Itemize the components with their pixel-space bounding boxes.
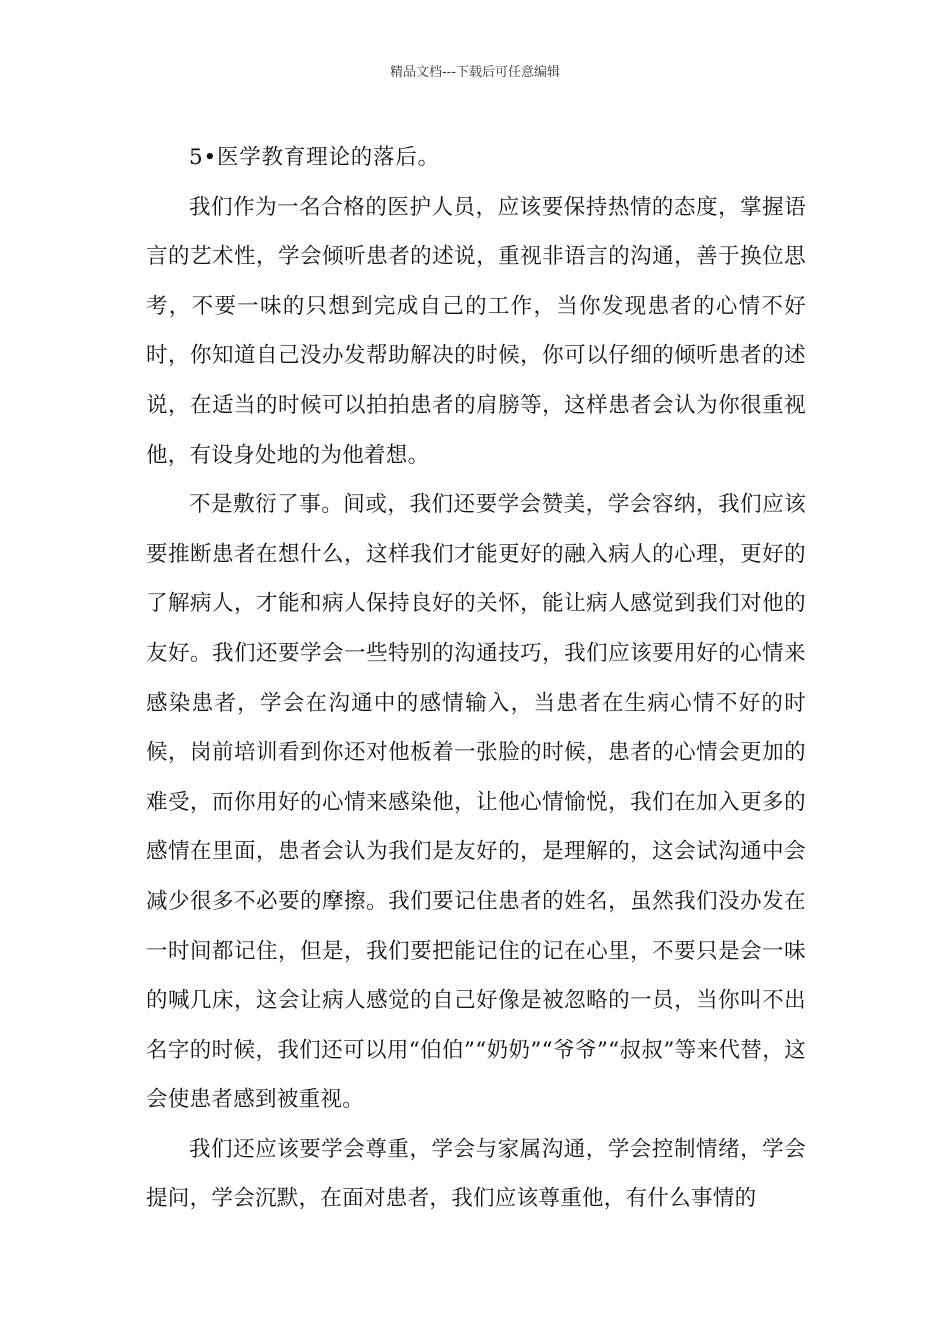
paragraph-2: 不是敷衍了事。间或，我们还要学会赞美，学会容纳，我们应该要推断患者在想什么，这样我们才能更好的融入病人的心理，更好的了解病人，才能和病人保持良好的关怀，能让病人感觉到我们对他的友好。我们还要学会一些特别的沟通技巧，我们应该要用好的心情来感染患者，学会在沟通中的感情输入，当患者在生病心情不好的时候，岗前培训看到你还对他板着一张脸的时候，患者的心情会更加的难受，而你用好的心情来感染他，让他心情愉悦，我们在加入更多的感情在里面，患者会认为我们是友好的，是理解的，这会试沟通中会减少很多不必要的摩擦。我们要记住患者的姓名，虽然我们没办发在一时间都记住，但是，我们要把能记住的记在心里，不要只是会一味的喊几床，这会让病人感觉的自己好像是被忽略的一员，当你叫不出名字的时候，我们还可以用“伯伯”“奶奶”“爷爷”“叔叔”等来代替，这会使患者感到被重视。 — [146, 492, 806, 1113]
document-body — [146, 133, 806, 1224]
section-heading: 5•医学教育理论的落后。 — [189, 145, 440, 170]
paragraph-1: 我们作为一名合格的医护人员，应该要保持热情的态度，掌握语言的艺术性，学会倾听患者的述说，重视非语言的沟通，善于换位思考，不要一味的只想到完成自己的工作，当你发现患者的心情不好时，你知道自己没办发帮助解决的时候，你可以仔细的倾听患者的述说，在适当的时候可以拍拍患者的肩膀等，这样患者会认为你很重视他，有设身处地的为他着想。 — [146, 194, 806, 468]
page-header: 精品文档---下载后可任意编辑 — [389, 65, 561, 80]
paragraph-3: 我们还应该要学会尊重，学会与家属沟通，学会控制情绪，学会提问，学会沉默，在面对患者，我们应该尊重他，有什么事情的 — [146, 1136, 806, 1212]
